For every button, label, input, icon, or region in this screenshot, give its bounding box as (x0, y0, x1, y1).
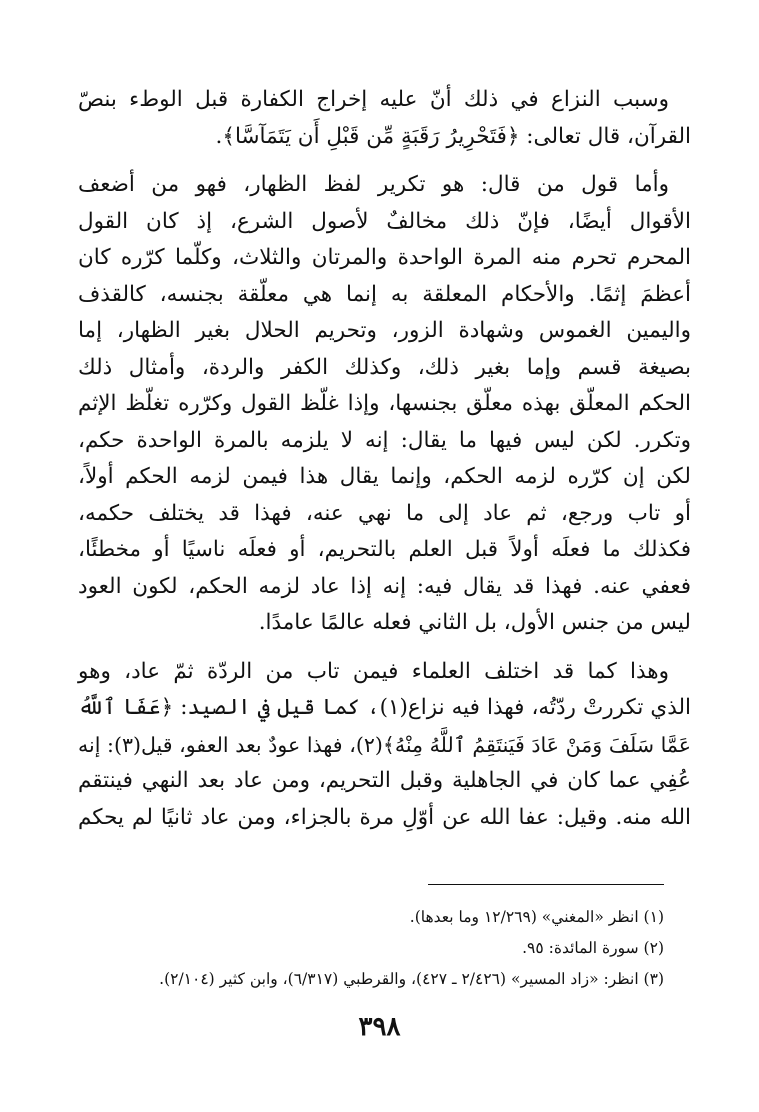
footnote-separator (428, 884, 664, 885)
paragraph (78, 82, 691, 155)
text-line: وسبب النزاع في ذلك أنّ عليه إخراج الكفارة قبل الوطء بنصّ (78, 87, 669, 112)
paragraph (78, 654, 691, 837)
text-line: الأقوال أيضًا، فإنّ ذلك مخالفٌ لأصول الشرع، إذ كان القول (78, 208, 691, 234)
text-line: بصيغة قسم وإما بغير ذلك، وكذلك الكفر والردة، وأمثال ذلك (78, 354, 691, 380)
text-line: عُفِي عما كان في الجاهلية وقبل التحريم، ومن عاد بعد النهي فينتقم (78, 768, 691, 793)
text-line: ليس من جنس الأول، بل الثاني فعله عالمًا عامدًا. (258, 610, 691, 635)
text-line: وتكرر. لكن ليس فيها ما يقال: إنه لا يلزمه بالمرة الواحدة حكم، (78, 427, 691, 453)
text-line: الذي تكررتْ ردّتُه، فهذا فيه نزاع(١)، كما قيل في الصيد: ﴿عَفَا ٱللَّهُ (78, 695, 692, 720)
text-line: عَمَّا سَلَفَ وَمَنْ عَادَ فَيَنتَقِمُ ٱللَّهُ مِنْهُ﴾(٢)، فهذا عودٌ بعد العفو، قيل(٣): إنه (78, 732, 692, 757)
footnote: (١) انظر «المغني» (١٢/٢٦٩ وما بعدها). (409, 908, 664, 926)
footnotes (80, 902, 664, 995)
text-line: فكذلك ما فعلَه أولاً قبل العلم بالتحريم، أو فعلَه ناسيًا أو مخطئًا، (78, 537, 691, 562)
text-line: الله منه. وقيل: عفا الله عن أوّلِ مرة بالجزاء، ومن عاد ثانيًا لم يحكم (78, 804, 691, 830)
text-line: القرآن، قال تعالى: ﴿فَتَحْرِيرُ رَقَبَةٍ مِّن قَبْلِ أَن يَتَمَآسَّا﴾. (215, 123, 691, 149)
text-line: الحكم المعلّق بهذه معلّق بجنسها، وإذا غلّظ القول وكرّره تغلّظ الإثم (78, 391, 691, 416)
text-line: أو تاب ورجع، ثم عاد إلى ما نهي عنه، فهذا قد يختلف حكمه، (78, 500, 691, 526)
text-line: لكن إن كرّره لزمه الحكم، وإنما يقال هذا فيمن لزمه الحكم أولاً، (78, 464, 691, 489)
footnote: (٣) انظر: «زاد المسير» (٢/٤٢٦ ـ ٤٢٧)، والقرطبي (٦/٣١٧)، وابن كثير (٢/١٠٤). (159, 970, 664, 988)
page-number: ٣٩٨ (358, 1012, 401, 1042)
footnote: (٢) سورة المائدة: ٩٥. (522, 939, 664, 957)
text-line: واليمين الغموس وشهادة الزور، وتحريم الحلال بغير الظهار، إما (78, 318, 691, 343)
paragraph (78, 167, 691, 642)
text-line: المحرم تحرم منه المرة الواحدة والمرتان والثلاث، وكلّما كرّره كان (78, 245, 691, 270)
text-line: أعظمَ إثمًا. والأحكام المعلقة به إنما هي معلّقة بجنسه، كالقذف (78, 281, 691, 307)
text-line: فعفي عنه. فهذا قد يقال فيه: إنه إذا عاد لزمه الحكم، لكون العود (78, 573, 691, 599)
body-text (78, 82, 691, 848)
text-line: وأما قول من قال: هو تكرير لفظ الظهار، فهو من أضعف (78, 172, 670, 197)
text-line: وهذا كما قد اختلف العلماء فيمن تاب من الردّة ثمّ عاد، وهو (78, 658, 669, 684)
